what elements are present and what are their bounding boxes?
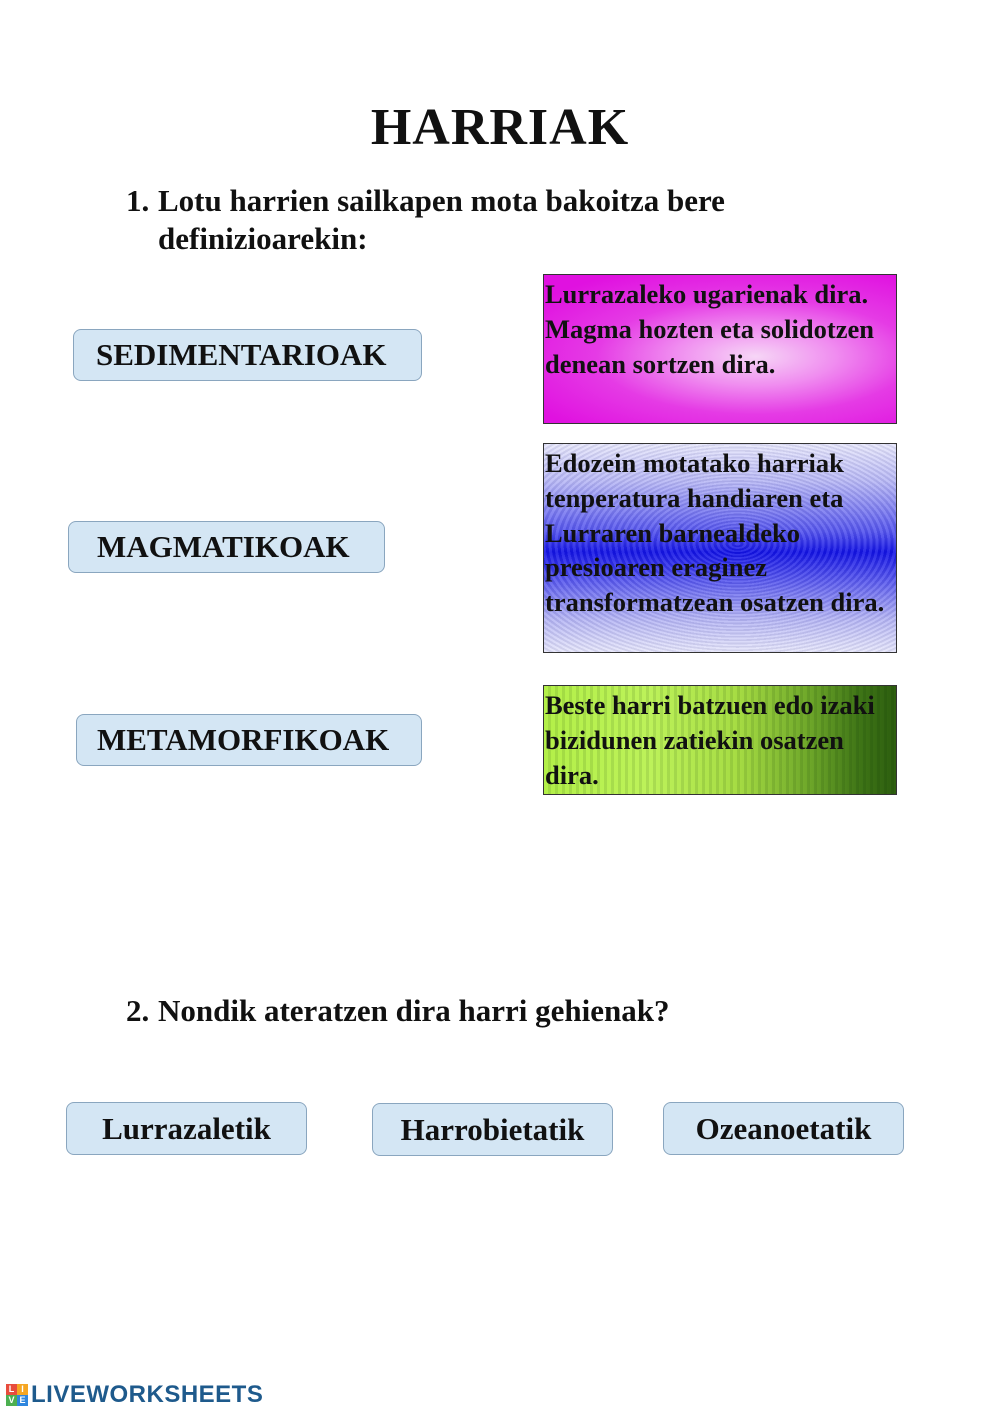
logo-mark-icon: [6, 1384, 28, 1406]
question-1-number: 1.: [126, 183, 150, 218]
logo-mark-letter: L: [6, 1384, 17, 1395]
question-1-text: Lotu harrien sailkapen mota bakoitza bere definizioarekin:: [158, 183, 725, 256]
logo-mark-letter: I: [17, 1384, 28, 1395]
page-title: HARRIAK: [370, 99, 630, 156]
answer-harrobietatik[interactable]: Harrobietatik: [372, 1103, 613, 1156]
liveworksheets-logo: [6, 1381, 263, 1409]
question-1: [126, 182, 826, 262]
rock-type-metamorfikoak[interactable]: METAMORFIKOAK: [76, 714, 422, 766]
definition-box-3[interactable]: Beste harri batzuen edo izaki bizidunen zatiekin osatzen dira.: [543, 685, 897, 795]
answer-lurrazaletik[interactable]: Lurrazaletik: [66, 1102, 307, 1155]
question-2-number: 2.: [126, 993, 150, 1028]
answer-ozeanoetatik[interactable]: Ozeanoetatik: [663, 1102, 904, 1155]
rock-type-sedimentarioak[interactable]: SEDIMENTARIOAK: [73, 329, 422, 381]
logo-mark-letter: V: [6, 1395, 17, 1406]
logo-text: LIVEWORKSHEETS: [31, 1381, 264, 1408]
question-2-text: Nondik ateratzen dira harri gehienak?: [158, 993, 670, 1028]
definition-box-2[interactable]: Edozein motatako harriak tenperatura handiaren eta Lurraren barnealdeko presioaren eraginez transformatzean osatzen dira.: [543, 443, 897, 653]
question-2: [126, 992, 826, 1032]
logo-mark-letter: E: [17, 1395, 28, 1406]
definition-box-1[interactable]: Lurrazaleko ugarienak dira. Magma hozten eta solidotzen denean sortzen dira.: [543, 274, 897, 424]
rock-type-magmatikoak[interactable]: MAGMATIKOAK: [68, 521, 385, 573]
